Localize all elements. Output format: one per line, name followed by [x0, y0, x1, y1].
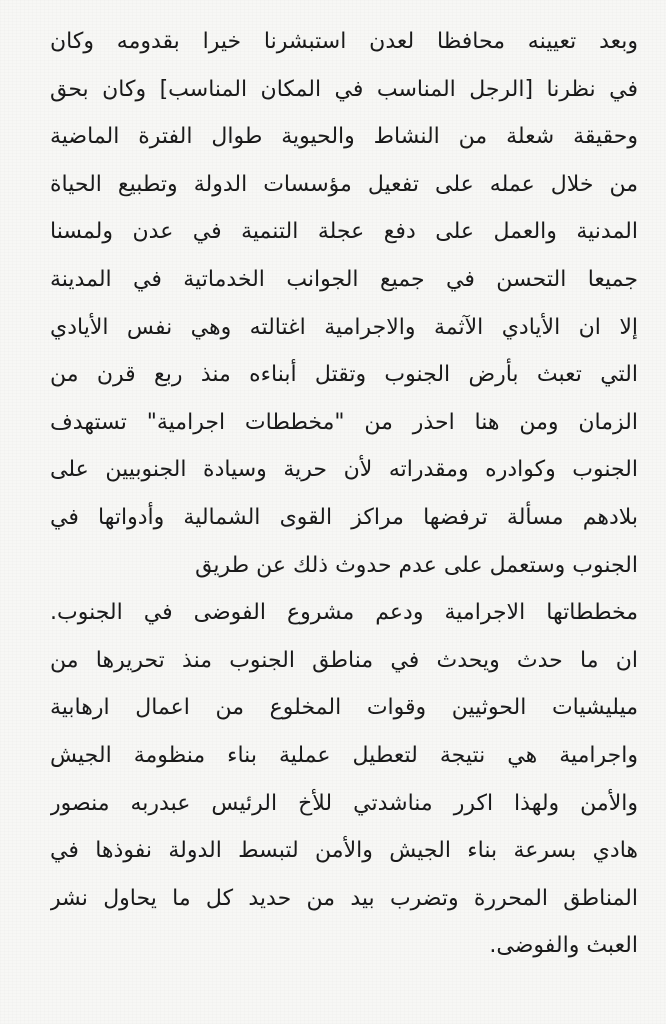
text-line: ميليشيات الحوثيين وقوات المخلوع من اعمال ارهابية [50, 695, 638, 721]
text-line: العبث والفوضى. [489, 933, 638, 959]
statement-text [50, 18, 638, 970]
text-line: المدنية والعمل على دفع عجلة التنمية في عدن ولمسنا [50, 219, 638, 245]
text-line: وبعد تعيينه محافظا لعدن استبشرنا خيرا بقدومه وكان [50, 29, 638, 54]
text-line: والأمن ولهذا اكرر مناشدتي للأخ الرئيس عبدربه منصور [50, 790, 638, 816]
text-line: مخططاتها الاجرامية ودعم مشروع الفوضى في الجنوب. [50, 600, 638, 626]
text-line: الزمان ومن هنا احذر من "مخططات اجرامية" تستهدف [50, 409, 638, 435]
text-line: التي تعبث بأرض الجنوب وتقتل أبناءه منذ ربع قرن من [50, 362, 638, 388]
text-line: هادي بسرعة بناء الجيش والأمن لتبسط الدولة نفوذها في [50, 838, 638, 864]
text-line: ان ما حدث ويحدث في مناطق الجنوب منذ تحريرها من [50, 647, 638, 673]
text-line: إلا ان الأيادي الآثمة والاجرامية اغتالته وهي نفس الأيادي [50, 314, 638, 340]
text-line: الجنوب وكوادره ومقدراته لأن حرية وسيادة الجنوبيين على [50, 457, 638, 483]
text-line: الجنوب وستعمل على عدم حدوث ذلك عن طريق [195, 552, 638, 578]
text-line: المناطق المحررة وتضرب بيد من حديد كل ما يحاول نشر [50, 885, 638, 911]
text-line: بلادهم مسألة ترفضها مراكز القوى الشمالية وأدواتها في [50, 504, 638, 530]
text-line: جميعا التحسن في جميع الجوانب الخدماتية في المدينة [50, 266, 638, 292]
text-line: وحقيقة شعلة من النشاط والحيوية طوال الفترة الماضية [50, 124, 638, 150]
text-line: واجرامية هي نتيجة لتعطيل عملية بناء منظومة الجيش [50, 742, 638, 768]
text-line: من خلال عمله على تفعيل مؤسسات الدولة وتطبيع الحياة [50, 171, 638, 197]
text-line: في نظرنا [الرجل المناسب في المكان المناسب] وكان بحق [50, 76, 638, 102]
